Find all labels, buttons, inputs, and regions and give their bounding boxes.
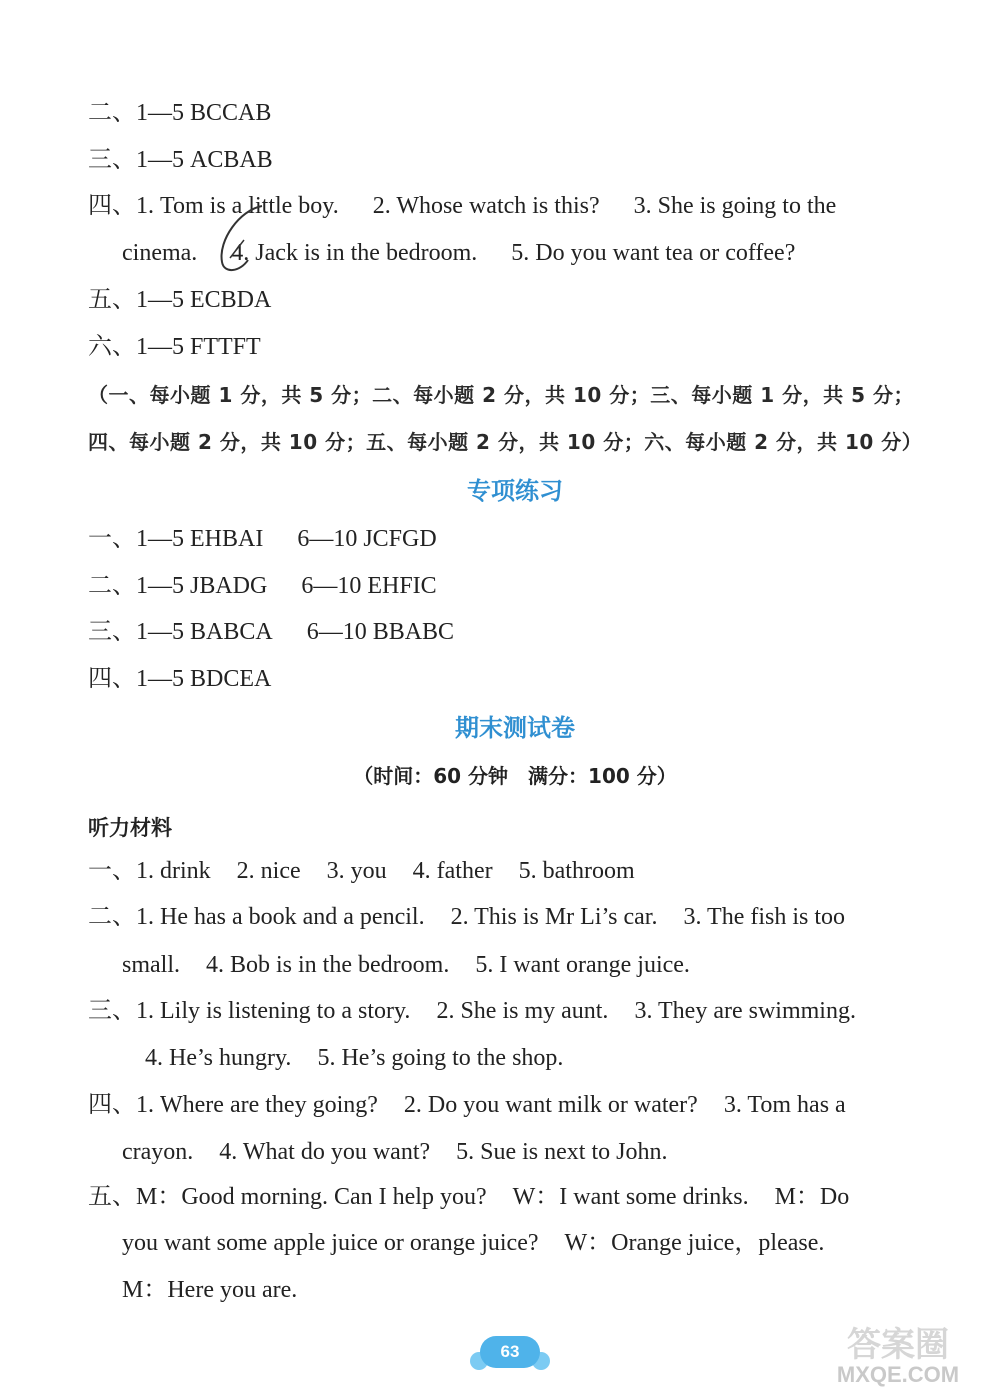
final-2-2: 2. This is Mr Li’s car. xyxy=(450,904,658,930)
final-line-5-cont2: M：Here you are. xyxy=(122,1277,298,1303)
answer-4-1: 四、1. Tom is a little boy. xyxy=(88,193,339,219)
page-number-badge xyxy=(470,1330,550,1380)
answer-4-4: 4. Jack is in the bedroom. xyxy=(231,240,478,266)
final-line-4-cont xyxy=(122,1137,667,1167)
final-5-1: 五、M：Good morning. Can I help you? xyxy=(88,1184,487,1210)
final-4-4: 4. What do you want? xyxy=(219,1139,431,1165)
final-line-5-cont xyxy=(122,1228,824,1258)
final-4-5: 5. Sue is next to John. xyxy=(456,1139,668,1165)
final-5-2: W：I want some drinks. xyxy=(512,1184,749,1210)
answer-4-3-cont: cinema. xyxy=(122,240,198,266)
special-line-3 xyxy=(88,617,454,647)
final-line-3 xyxy=(88,996,856,1026)
answer-line-5: 五、1—5 ECBDA xyxy=(88,287,272,313)
final-line-2-cont xyxy=(122,950,690,980)
final-line-1 xyxy=(88,856,635,886)
special-3-a: 三、1—5 BABCA xyxy=(88,619,273,645)
final-subtitle: （时间：60 分钟 满分：100 分） xyxy=(353,764,677,788)
special-1-a: 一、1—5 EHBAI xyxy=(88,526,264,552)
final-2-3: 3. The fish is too xyxy=(683,904,846,930)
final-3-1: 三、1. Lily is listening to a story. xyxy=(88,998,411,1024)
final-1-5: 5. bathroom xyxy=(518,858,635,884)
final-1-1: 一、1. drink xyxy=(88,858,211,884)
answer-4-2: 2. Whose watch is this? xyxy=(372,193,600,219)
special-line-2 xyxy=(88,571,437,601)
section-title-special: 专项练习 xyxy=(467,477,563,505)
final-3-4: 4. He’s hungry. xyxy=(145,1045,292,1071)
final-4-2: 2. Do you want milk or water? xyxy=(403,1092,698,1118)
final-line-5 xyxy=(88,1182,849,1212)
final-2-1: 二、1. He has a book and a pencil. xyxy=(88,904,425,930)
final-line-2 xyxy=(88,902,845,932)
final-4-3: 3. Tom has a xyxy=(723,1092,846,1118)
watermark-brand-icon xyxy=(808,1320,988,1364)
answer-line-6: 六、1—5 FTTFT xyxy=(88,334,261,360)
watermark-logo xyxy=(808,1320,988,1390)
svg-text:答案圈: 答案圈 xyxy=(847,1325,949,1364)
final-4-1: 四、1. Where are they going? xyxy=(88,1092,378,1118)
score-note-2: 四、每小题 2 分，共 10 分；五、每小题 2 分，共 10 分；六、每小题 2 分，共 10 分） xyxy=(88,430,923,454)
listening-heading: 听力材料 xyxy=(88,816,172,840)
special-line-4: 四、1—5 BDCEA xyxy=(88,666,272,692)
final-3-5: 5. He’s going to the shop. xyxy=(317,1045,564,1071)
final-1-3: 3. you xyxy=(326,858,387,884)
special-2-b: 6—10 EHFIC xyxy=(301,573,437,599)
answer-line-2: 二、1—5 BCCAB xyxy=(88,100,272,126)
final-3-3: 3. They are swimming. xyxy=(634,998,856,1024)
special-3-b: 6—10 BBABC xyxy=(306,619,455,645)
score-note-1: （一、每小题 1 分，共 5 分；二、每小题 2 分，共 10 分；三、每小题 1 分，共 5 分； xyxy=(88,383,914,407)
final-5-3: M：Do xyxy=(774,1184,850,1210)
final-4-3-cont: crayon. xyxy=(122,1139,194,1165)
special-line-1 xyxy=(88,524,437,554)
answer-4-5: 5. Do you want tea or coffee? xyxy=(511,240,796,266)
final-5-4: W：Orange juice，please. xyxy=(564,1230,825,1256)
final-2-5: 5. I want orange juice. xyxy=(475,952,690,978)
final-1-2: 2. nice xyxy=(236,858,301,884)
final-2-4: 4. Bob is in the bedroom. xyxy=(206,952,450,978)
final-3-2: 2. She is my aunt. xyxy=(436,998,609,1024)
final-line-4 xyxy=(88,1090,846,1120)
watermark-site: MXQE.COM xyxy=(836,1362,960,1387)
final-line-3-cont xyxy=(145,1043,563,1073)
special-1-b: 6—10 JCFGD xyxy=(297,526,437,552)
answer-line-3: 三、1—5 ACBAB xyxy=(88,147,273,173)
section-title-final: 期末测试卷 xyxy=(455,714,575,742)
final-5-3-cont: you want some apple juice or orange juice? xyxy=(122,1230,539,1256)
special-2-a: 二、1—5 JBADG xyxy=(88,573,268,599)
answer-4-3: 3. She is going to the xyxy=(633,193,837,219)
page-number: 63 xyxy=(480,1336,540,1368)
handwritten-mark-icon xyxy=(200,200,290,280)
final-2-3-cont: small. xyxy=(122,952,180,978)
final-1-4: 4. father xyxy=(412,858,493,884)
